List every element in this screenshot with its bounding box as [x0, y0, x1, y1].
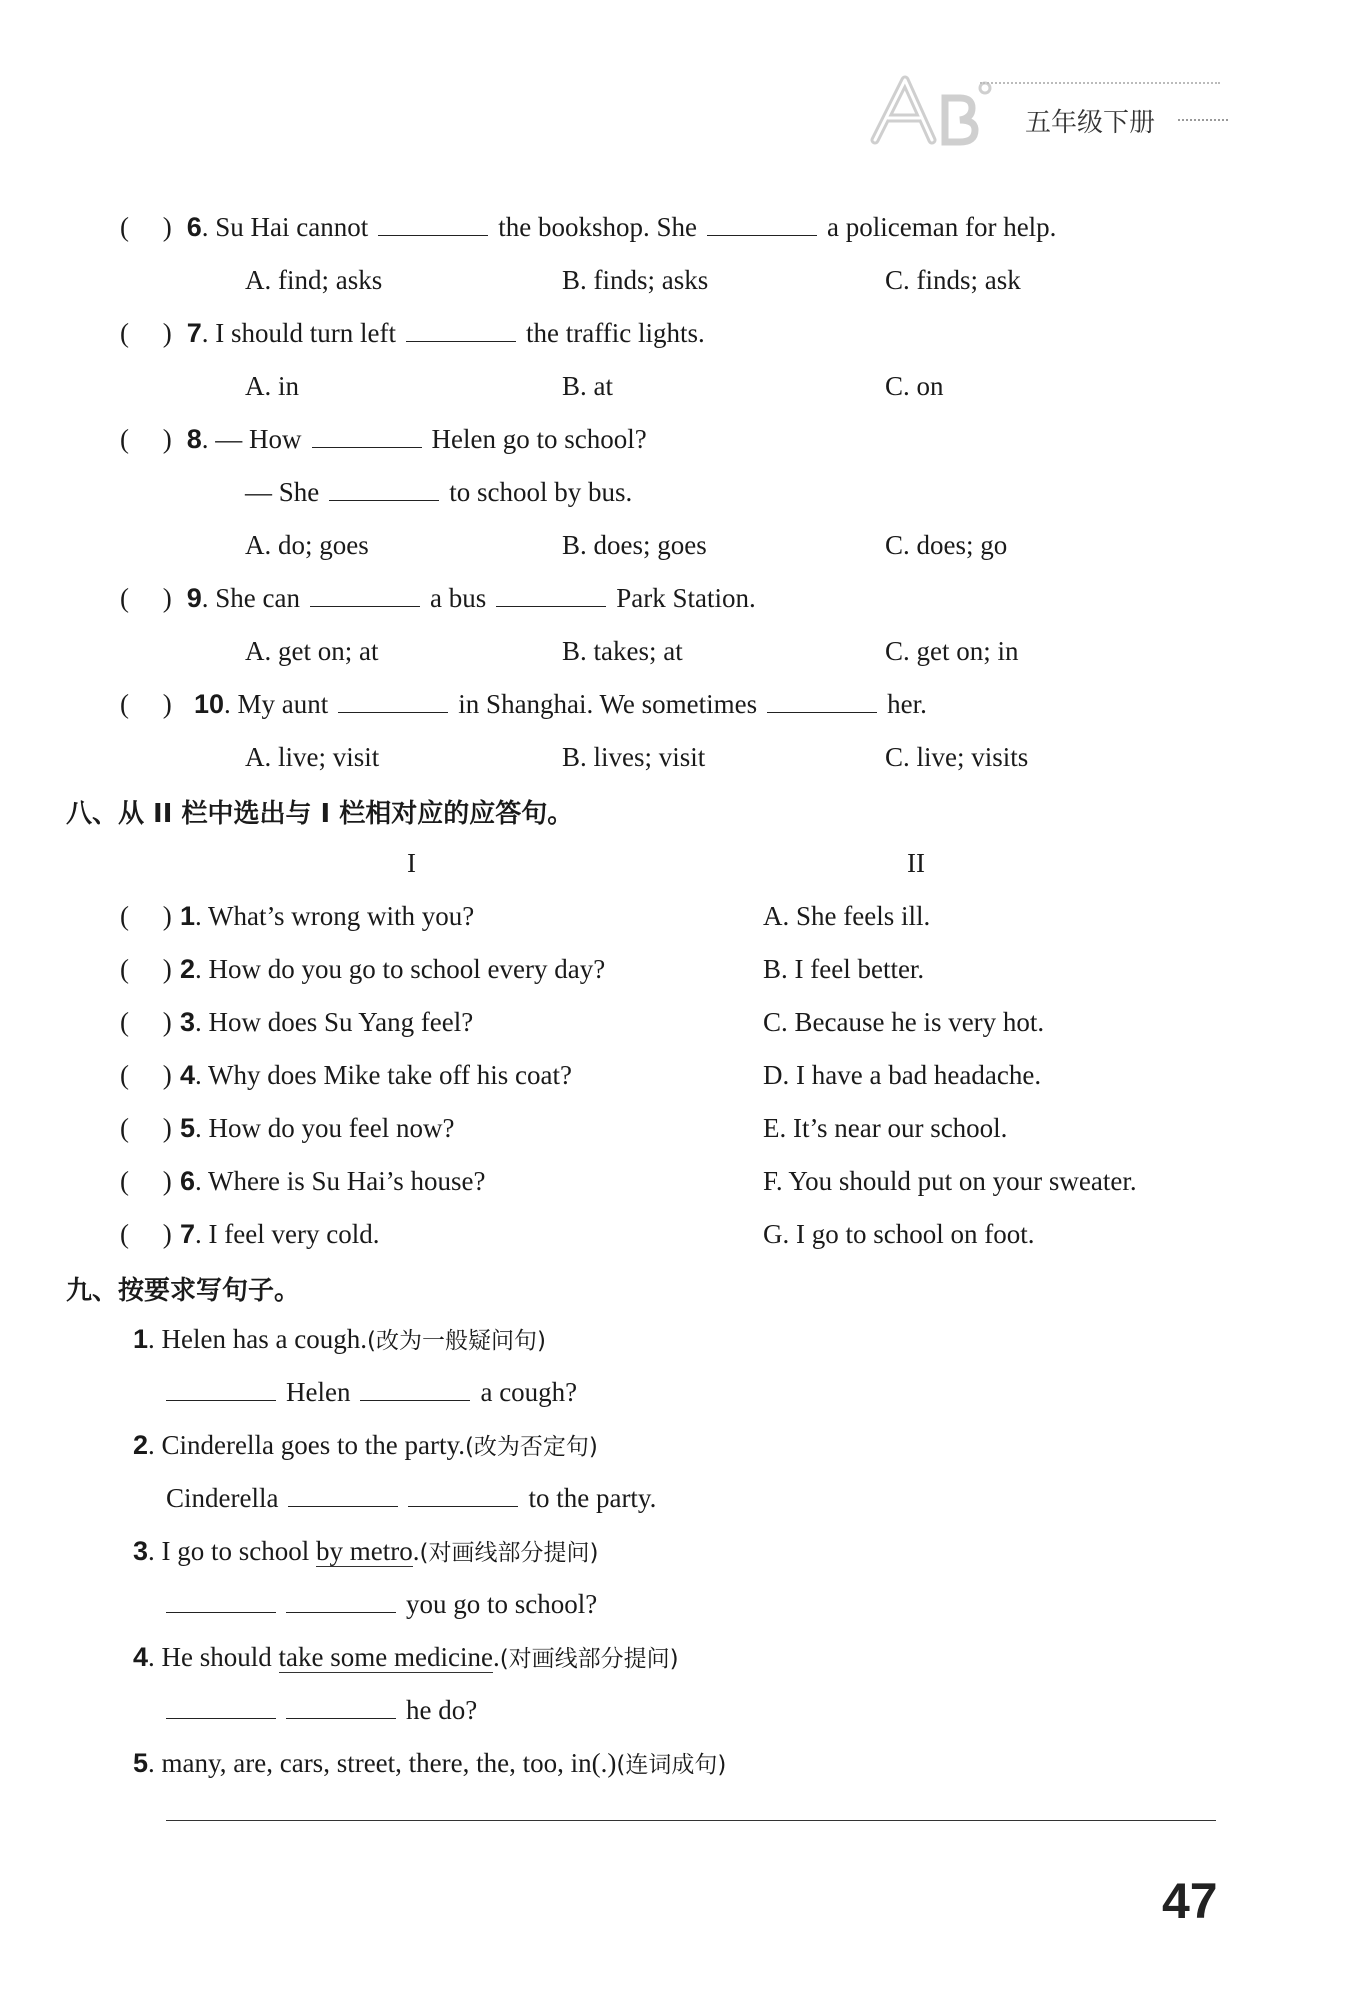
- answer-blank[interactable]: [378, 211, 488, 236]
- answer-blank[interactable]: [286, 1588, 396, 1613]
- s9-item-5: 5. many, are, cars, street, there, the, too, in(.)(连词成句): [133, 1748, 727, 1778]
- answer-paren[interactable]: ( ): [120, 1219, 172, 1249]
- q7-6: ( ) 6. Su Hai cannot the bookshop. She a policeman for help.: [120, 212, 1057, 242]
- matching-answer: F. You should put on your sweater.: [763, 1166, 1137, 1196]
- answer-blank[interactable]: [360, 1376, 470, 1401]
- matching-question: ( ) 7. I feel very cold.: [120, 1219, 380, 1249]
- s9-item-3: 3. I go to school by metro.(对画线部分提问): [133, 1536, 599, 1566]
- answer-blank[interactable]: [329, 476, 439, 501]
- page-number: 47: [1162, 1873, 1218, 1929]
- q7-7: ( ) 7. I should turn left the traffic lights.: [120, 318, 705, 348]
- answer-paren[interactable]: ( ): [120, 1166, 172, 1196]
- grade-label: 五年级下册: [1025, 108, 1156, 138]
- column-header-1: I: [407, 848, 416, 878]
- answer-blank[interactable]: [406, 317, 516, 342]
- workbook-page: 五年级下册 ( ) 6. Su Hai cannot the bookshop. She a policeman for help. A. find; asks B. finds; asks C. finds; ask ( ) 7. I should turn left the traffic lights. A. in B. at C. on ( ) 8. — How Helen go to school? — She to school by bus. A. do; goes B. does; goes C. does; go ( ) 9. She can a bus Park Station. A. get on; at B. takes; at C. get on; in ( ) 10. My aunt in Shanghai. We sometimes her. A. live; visit B. lives; visit C. live; visits 八、从 II 栏中选出与 I 栏相对应的应答句。 I II ( ) 1. What’s wrong with you? A. She feels ill. ( ) 2. How do you go to school every day? B. I feel better. ( ) 3. How does Su Yang feel? C. Because he is very hot. ( ) 4. Why does Mike take off his coat? D. I have a bad headache. ( ) 5. How do you feel now? E. It’s near our school. ( ) 6. Where is Su Hai’s house? F. You should put on your sweater. ( ) 7. I feel very cold. G. I go to school on foot. 九、按要求写句子。 1. Helen has a cough.(改为一般疑问句) Helen a cough? 2. Cinderella goes to the party.(改为否定句) Cinderella to the party. 3. I go to school by metro.(对画线部分提问) you go to school? 4. He should take some medicine.(对画线部分提问) he do? 5. many, are, cars, street, there, the, too, in(.)(连词成句) 47: [0, 0, 1350, 2016]
- matching-question: ( ) 6. Where is Su Hai’s house?: [120, 1166, 486, 1196]
- matching-question: ( ) 5. How do you feel now?: [120, 1113, 455, 1143]
- answer-blank[interactable]: [408, 1482, 518, 1507]
- matching-answer: A. She feels ill.: [763, 901, 931, 931]
- s9-item-4: 4. He should take some medicine.(对画线部分提问): [133, 1642, 679, 1672]
- q7-8-line2: — She to school by bus.: [245, 477, 633, 507]
- s9-item-3-answer: you go to school?: [166, 1587, 597, 1621]
- page-header: [860, 70, 1240, 150]
- answer-blank[interactable]: [767, 688, 877, 713]
- s9-item-4-answer: he do?: [166, 1693, 477, 1727]
- matching-answer: C. Because he is very hot.: [763, 1007, 1045, 1037]
- matching-question: ( ) 4. Why does Mike take off his coat?: [120, 1060, 572, 1090]
- s9-item-2: 2. Cinderella goes to the party.(改为否定句): [133, 1430, 598, 1460]
- answer-blank[interactable]: [288, 1482, 398, 1507]
- underlined-phrase: by metro: [316, 1536, 413, 1566]
- matching-answer: D. I have a bad headache.: [763, 1060, 1042, 1090]
- section-8-title: 八、从 II 栏中选出与 I 栏相对应的应答句。: [66, 799, 574, 829]
- matching-answer: G. I go to school on foot.: [763, 1219, 1035, 1249]
- answer-blank[interactable]: [166, 1376, 276, 1401]
- answer-paren[interactable]: ( ): [120, 901, 172, 931]
- matching-question: ( ) 3. How does Su Yang feel?: [120, 1007, 474, 1037]
- column-header-2: II: [907, 848, 925, 878]
- answer-writing-line[interactable]: [166, 1820, 1216, 1821]
- answer-paren[interactable]: ( ): [120, 1060, 172, 1090]
- ab-logo-icon: [860, 70, 1000, 150]
- answer-paren[interactable]: ( ): [120, 954, 172, 984]
- matching-answer: E. It’s near our school.: [763, 1113, 1008, 1143]
- header-dots: [1178, 119, 1228, 121]
- answer-blank[interactable]: [166, 1588, 276, 1613]
- answer-blank[interactable]: [166, 1694, 276, 1719]
- matching-question: ( ) 2. How do you go to school every day?: [120, 954, 606, 984]
- answer-blank[interactable]: [286, 1694, 396, 1719]
- answer-blank[interactable]: [707, 211, 817, 236]
- answer-paren[interactable]: ( ): [120, 1007, 172, 1037]
- q7-10: ( ) 10. My aunt in Shanghai. We sometimes her.: [120, 689, 927, 719]
- header-dotted-line: [980, 82, 1220, 84]
- s9-item-1: 1. Helen has a cough.(改为一般疑问句): [133, 1324, 546, 1354]
- answer-paren[interactable]: ( ): [120, 1113, 172, 1143]
- s9-item-1-answer: Helen a cough?: [166, 1375, 577, 1409]
- underlined-phrase: take some medicine: [278, 1642, 493, 1672]
- answer-blank[interactable]: [310, 582, 420, 607]
- matching-answer: B. I feel better.: [763, 954, 925, 984]
- answer-blank[interactable]: [338, 688, 448, 713]
- section-9-title: 九、按要求写句子。: [66, 1276, 301, 1306]
- answer-blank[interactable]: [312, 423, 422, 448]
- q7-8: ( ) 8. — How Helen go to school?: [120, 424, 647, 454]
- answer-blank[interactable]: [496, 582, 606, 607]
- matching-question: ( ) 1. What’s wrong with you?: [120, 901, 475, 931]
- q7-9: ( ) 9. She can a bus Park Station.: [120, 583, 756, 613]
- s9-item-2-answer: Cinderella to the party.: [166, 1483, 657, 1513]
